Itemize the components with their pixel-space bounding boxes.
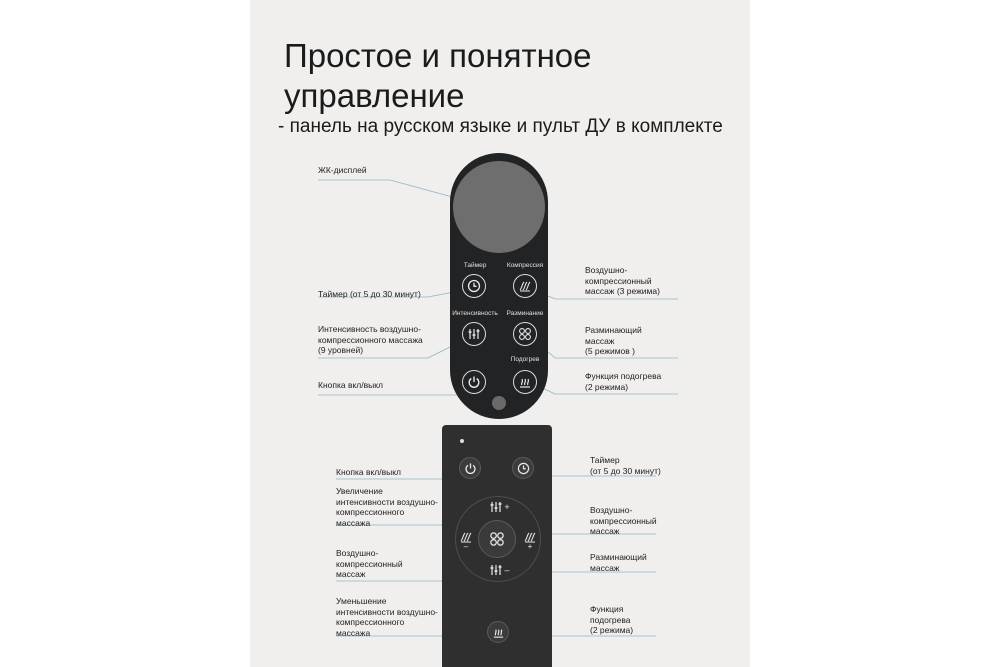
heat-icon xyxy=(492,626,505,639)
label-line: компрессионного xyxy=(336,617,405,627)
intensity-icon xyxy=(488,563,504,577)
panel-label-compression: Компрессия xyxy=(506,262,544,269)
intensity-icon xyxy=(488,500,504,514)
label-line: Уменьшение xyxy=(336,596,387,606)
label-line: компрессионный xyxy=(585,275,652,286)
label-line: (2 режима) xyxy=(585,381,629,392)
label-remote-kneading xyxy=(590,552,647,573)
panel-timer-button[interactable] xyxy=(462,274,486,298)
label-line: подогрева xyxy=(590,614,631,625)
label-line: (от 5 до 30 минут) xyxy=(590,465,661,476)
power-icon xyxy=(464,462,477,475)
label-line: Увеличение xyxy=(336,486,383,496)
label-panel-heating xyxy=(585,371,661,392)
panel-label-intensity: Интенсивность xyxy=(452,310,498,317)
label-line: Таймер xyxy=(590,455,620,465)
label-line: компрессионный xyxy=(590,515,657,526)
panel-kneading-button[interactable] xyxy=(513,322,537,346)
remote-air-compression-left-button[interactable] xyxy=(456,530,476,550)
page-title xyxy=(284,36,592,116)
remote-led xyxy=(460,439,464,443)
label-remote-heating xyxy=(590,604,633,636)
label-line: интенсивности воздушно- xyxy=(336,496,438,507)
label-line: компрессионный xyxy=(336,558,403,569)
remote-intensity-down-button[interactable] xyxy=(488,562,510,578)
label-line: Разминающий xyxy=(590,552,647,562)
title-line-2: управление xyxy=(284,77,465,114)
label-line: массажа xyxy=(336,517,371,528)
label-panel-timer: Таймер (от 5 до 30 минут) xyxy=(318,289,421,299)
label-line: компрессионного массажа xyxy=(318,334,423,345)
label-remote-power: Кнопка вкл/выкл xyxy=(336,467,402,477)
heat-icon xyxy=(518,375,532,389)
label-remote-increase xyxy=(336,486,438,528)
panel-power-button[interactable] xyxy=(462,370,486,394)
remote-air-compression-right-button[interactable] xyxy=(520,530,540,550)
clock-icon xyxy=(517,462,530,475)
panel-label-heating: Подогрев xyxy=(510,356,540,363)
label-line: Функция xyxy=(590,604,624,614)
minus-glyph: – xyxy=(504,565,510,575)
panel-heating-button[interactable] xyxy=(513,370,537,394)
label-line: Функция подогрева xyxy=(585,371,662,381)
label-line: интенсивности воздушно- xyxy=(336,606,438,617)
label-remote-timer xyxy=(590,455,661,476)
label-line: компрессионного xyxy=(336,507,405,517)
label-remote-air-left xyxy=(336,548,403,580)
remote-power-button[interactable] xyxy=(459,457,481,479)
label-line: Воздушно- xyxy=(336,548,379,558)
remote-kneading-button[interactable] xyxy=(478,520,516,558)
plus-glyph: + xyxy=(504,502,510,512)
panel-label-kneading: Разминание xyxy=(506,310,544,317)
label-line: (2 режима) xyxy=(590,625,634,635)
label-lcd-display: ЖК-дисплей xyxy=(318,165,367,175)
plus-glyph: + xyxy=(527,542,533,551)
label-line: массаж xyxy=(590,526,620,536)
minus-glyph: – xyxy=(463,542,469,551)
panel-sensor xyxy=(492,396,506,410)
label-remote-air-right xyxy=(590,505,657,537)
air-compression-icon xyxy=(518,279,532,293)
label-line: массаж (3 режима) xyxy=(585,286,660,296)
label-line: Воздушно- xyxy=(590,505,633,515)
remote-heating-button[interactable] xyxy=(487,621,509,643)
label-panel-intensity xyxy=(318,324,423,356)
label-line: (5 режимов ) xyxy=(585,346,635,356)
label-panel-compression xyxy=(585,265,660,297)
lcd-display xyxy=(453,161,545,253)
kneading-icon xyxy=(518,327,532,341)
label-line: массаж xyxy=(585,335,615,346)
remote-intensity-up-button[interactable] xyxy=(488,499,510,515)
page-subtitle: - панель на русском языке и пульт ДУ в комплекте xyxy=(278,116,723,137)
panel-compression-button[interactable] xyxy=(513,274,537,298)
title-line-1: Простое и понятное xyxy=(284,37,592,74)
product-card xyxy=(250,0,750,667)
panel-label-timer: Таймер xyxy=(463,262,487,269)
clock-icon xyxy=(467,279,481,293)
label-line: массаж xyxy=(336,569,366,579)
power-icon xyxy=(467,375,481,389)
remote-timer-button[interactable] xyxy=(512,457,534,479)
label-line: Интенсивность воздушно- xyxy=(318,324,421,334)
intensity-icon xyxy=(467,327,481,341)
label-line: (9 уровней) xyxy=(318,345,364,355)
label-line: массажа xyxy=(336,627,371,638)
panel-intensity-button[interactable] xyxy=(462,322,486,346)
label-panel-kneading xyxy=(585,325,642,357)
label-line: массаж xyxy=(590,562,620,573)
label-panel-power: Кнопка вкл/выкл xyxy=(318,380,384,390)
label-line: Воздушно- xyxy=(585,265,628,275)
label-remote-decrease xyxy=(336,596,438,638)
kneading-icon xyxy=(489,531,505,547)
label-line: Разминающий xyxy=(585,325,642,335)
